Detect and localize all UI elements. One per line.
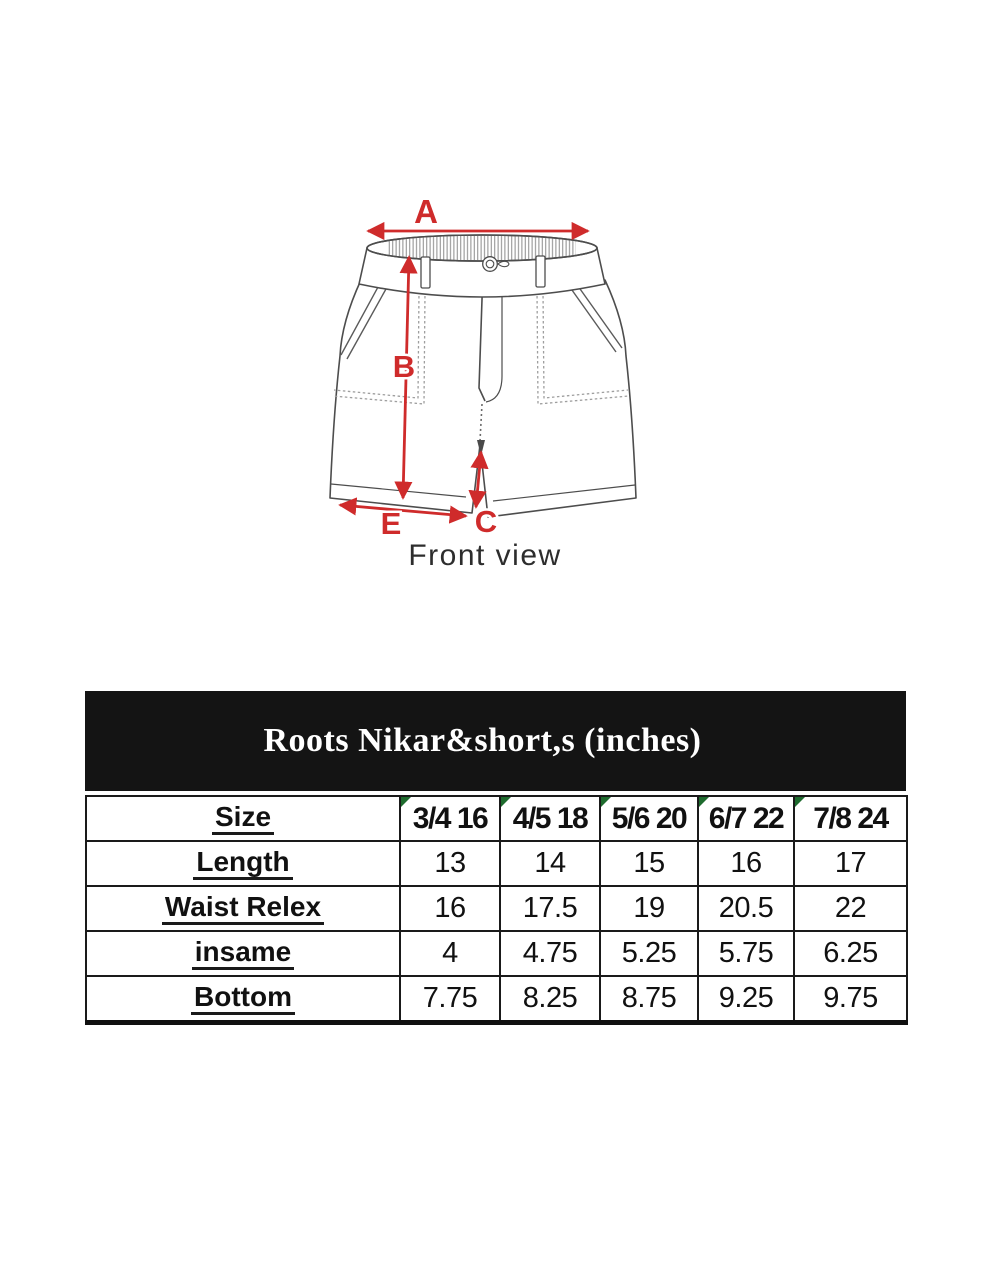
measure-value-cell: 16 xyxy=(698,841,794,886)
measure-value-cell: 20.5 xyxy=(698,886,794,931)
measure-value-cell: 8.25 xyxy=(500,976,600,1023)
measure-value-cell: 4 xyxy=(400,931,500,976)
belt-loop-right xyxy=(536,256,545,287)
measure-value-cell: 22 xyxy=(794,886,907,931)
shorts-outline xyxy=(330,233,636,517)
size-col-header: 3/4 16 xyxy=(400,796,500,841)
measure-value-cell: 9.25 xyxy=(698,976,794,1023)
size-chart-table xyxy=(85,795,908,1025)
excel-corner-indicator xyxy=(795,797,805,807)
measure-value-cell: 14 xyxy=(500,841,600,886)
excel-corner-indicator xyxy=(699,797,709,807)
table-row-length xyxy=(86,841,907,886)
dim-label-e: E xyxy=(380,506,402,541)
size-header-label-cell: Size xyxy=(86,796,400,841)
size-chart-title: Roots Nikar&short,s (inches) xyxy=(263,722,702,759)
measure-value-cell: 4.75 xyxy=(500,931,600,976)
measure-value-cell: 16 xyxy=(400,886,500,931)
excel-corner-indicator xyxy=(501,797,511,807)
measure-value-cell: 7.75 xyxy=(400,976,500,1023)
size-col-header: 4/5 18 xyxy=(500,796,600,841)
excel-corner-indicator xyxy=(601,797,611,807)
size-col-header: 5/6 20 xyxy=(600,796,698,841)
table-row-bottom xyxy=(86,976,907,1023)
measure-value-cell: 13 xyxy=(400,841,500,886)
belt-loop-left xyxy=(421,257,430,288)
measure-value-cell: 19 xyxy=(600,886,698,931)
shorts-figure-svg xyxy=(295,185,705,585)
measure-value-cell: 17.5 xyxy=(500,886,600,931)
measure-value-cell: 15 xyxy=(600,841,698,886)
measure-value-cell: 8.75 xyxy=(600,976,698,1023)
measure-value-cell: 6.25 xyxy=(794,931,907,976)
dim-label-b: B xyxy=(392,349,416,384)
measure-value-cell: 9.75 xyxy=(794,976,907,1023)
dim-label-c: C xyxy=(474,504,498,539)
dim-label-a: A xyxy=(414,193,438,230)
measure-value-cell: 17 xyxy=(794,841,907,886)
shorts-front-view-figure xyxy=(295,185,705,585)
measure-value-cell: 5.75 xyxy=(698,931,794,976)
measure-value-cell: 5.25 xyxy=(600,931,698,976)
excel-corner-indicator xyxy=(401,797,411,807)
measure-row-label: Bottom xyxy=(86,976,400,1023)
table-row-waist xyxy=(86,886,907,931)
size-col-header: 7/8 24 xyxy=(794,796,907,841)
size-header-row xyxy=(86,796,907,841)
measure-row-label: Length xyxy=(86,841,400,886)
table-row-inseam xyxy=(86,931,907,976)
measure-row-label: insame xyxy=(86,931,400,976)
measure-row-label: Waist Relex xyxy=(86,886,400,931)
figure-caption: Front view xyxy=(408,539,562,572)
size-col-header: 6/7 22 xyxy=(698,796,794,841)
size-chart xyxy=(85,691,906,1025)
size-chart-title-bar xyxy=(85,691,906,791)
